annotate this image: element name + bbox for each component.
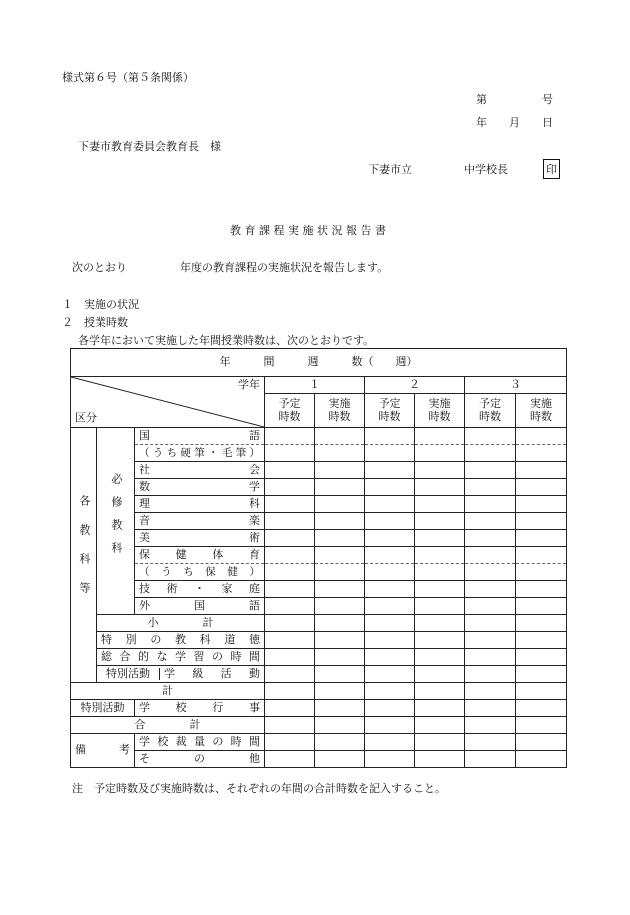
remarks-label: 備考	[71, 734, 135, 768]
subject-sugaku: 数学	[135, 479, 265, 496]
subject-gijutsu-katei: 技術・家庭	[135, 581, 265, 598]
integrated-study-label: 総合的な学習の時間	[97, 649, 265, 666]
subject-bijutsu: 美術	[135, 530, 265, 547]
sender-city: 下妻市立	[368, 163, 412, 176]
seal-stamp: 印	[543, 159, 560, 179]
grade-2: ２	[365, 377, 465, 394]
subject-gaikokugo: 外国語	[135, 598, 265, 615]
subject-rika: 理科	[135, 496, 265, 513]
moral-education-label: 特別の教科道徳	[97, 632, 265, 649]
section-2-heading: ２ 授業時数	[62, 316, 128, 329]
grand-total-label: 合 計	[71, 717, 265, 734]
addressee: 下妻市教育委員会教育長 様	[78, 140, 221, 153]
special-activities-label: 特別活動	[97, 668, 160, 681]
subject-ongaku: 音楽	[135, 513, 265, 530]
intro-text-a: 次のとおり	[72, 261, 127, 274]
planned-hours-header: 予定 時数	[465, 394, 516, 428]
weeks-header: 年 間 週 数（ 週）	[71, 349, 567, 377]
subject-kokugo: 国語	[135, 428, 265, 445]
total-label: 計	[71, 683, 265, 700]
planned-hours-header: 予定 時数	[265, 394, 315, 428]
grade-1: １	[265, 377, 365, 394]
diagonal-line	[71, 377, 264, 427]
category-label: 区分	[75, 411, 97, 425]
footnote: 注 予定時数及び実施時数は、それぞれの年間の合計時数を記入すること。	[72, 782, 446, 795]
actual-hours-header: 実施 時数	[415, 394, 465, 428]
intro-text-b: 年度の教育課程の実施状況を報告します。	[180, 261, 389, 274]
actual-hours-header: 実施 時数	[516, 394, 567, 428]
header-diagonal-cell	[71, 377, 265, 428]
class-activities-label: 学級活動	[164, 666, 260, 680]
special-activities-label-2: 特別活動	[71, 700, 135, 717]
grade-label: 学年	[238, 378, 260, 391]
subject-hoken-taiiku: 保健体育	[135, 547, 265, 564]
category-kaku-kyoka-to: 各教科等	[71, 428, 97, 683]
class-hours-table	[70, 348, 567, 768]
actual-hours-header: 実施 時数	[315, 394, 365, 428]
planned-hours-header: 予定 時数	[365, 394, 415, 428]
other-label: その他	[135, 751, 265, 768]
form-number: 様式第６号（第５条関係）	[62, 71, 194, 84]
sender-role: 中学校長	[464, 163, 508, 176]
category-hisshu-kyoka: 必修教科	[97, 428, 135, 615]
document-number-label: 第 号	[476, 93, 553, 106]
document-title: 教 育 課 程 実 施 状 況 報 告 書	[230, 224, 386, 237]
section-2-description: 各学年において実施した年間授業時数は、次のとおりです。	[78, 334, 375, 347]
subject-hoken-note: （うち保健）	[135, 564, 265, 581]
section-1-heading: １ 実施の状況	[62, 298, 139, 311]
subject-kokugo-note: （うち硬筆・毛筆）	[135, 445, 265, 462]
school-events-label: 学校行事	[135, 700, 265, 717]
date-label: 年 月 日	[476, 116, 553, 129]
special-activities-row	[97, 666, 265, 683]
grade-3: ３	[465, 377, 567, 394]
subtotal-label: 小 計	[97, 615, 265, 632]
school-discretion-label: 学校裁量の時間	[135, 734, 265, 751]
subject-shakai: 社会	[135, 462, 265, 479]
